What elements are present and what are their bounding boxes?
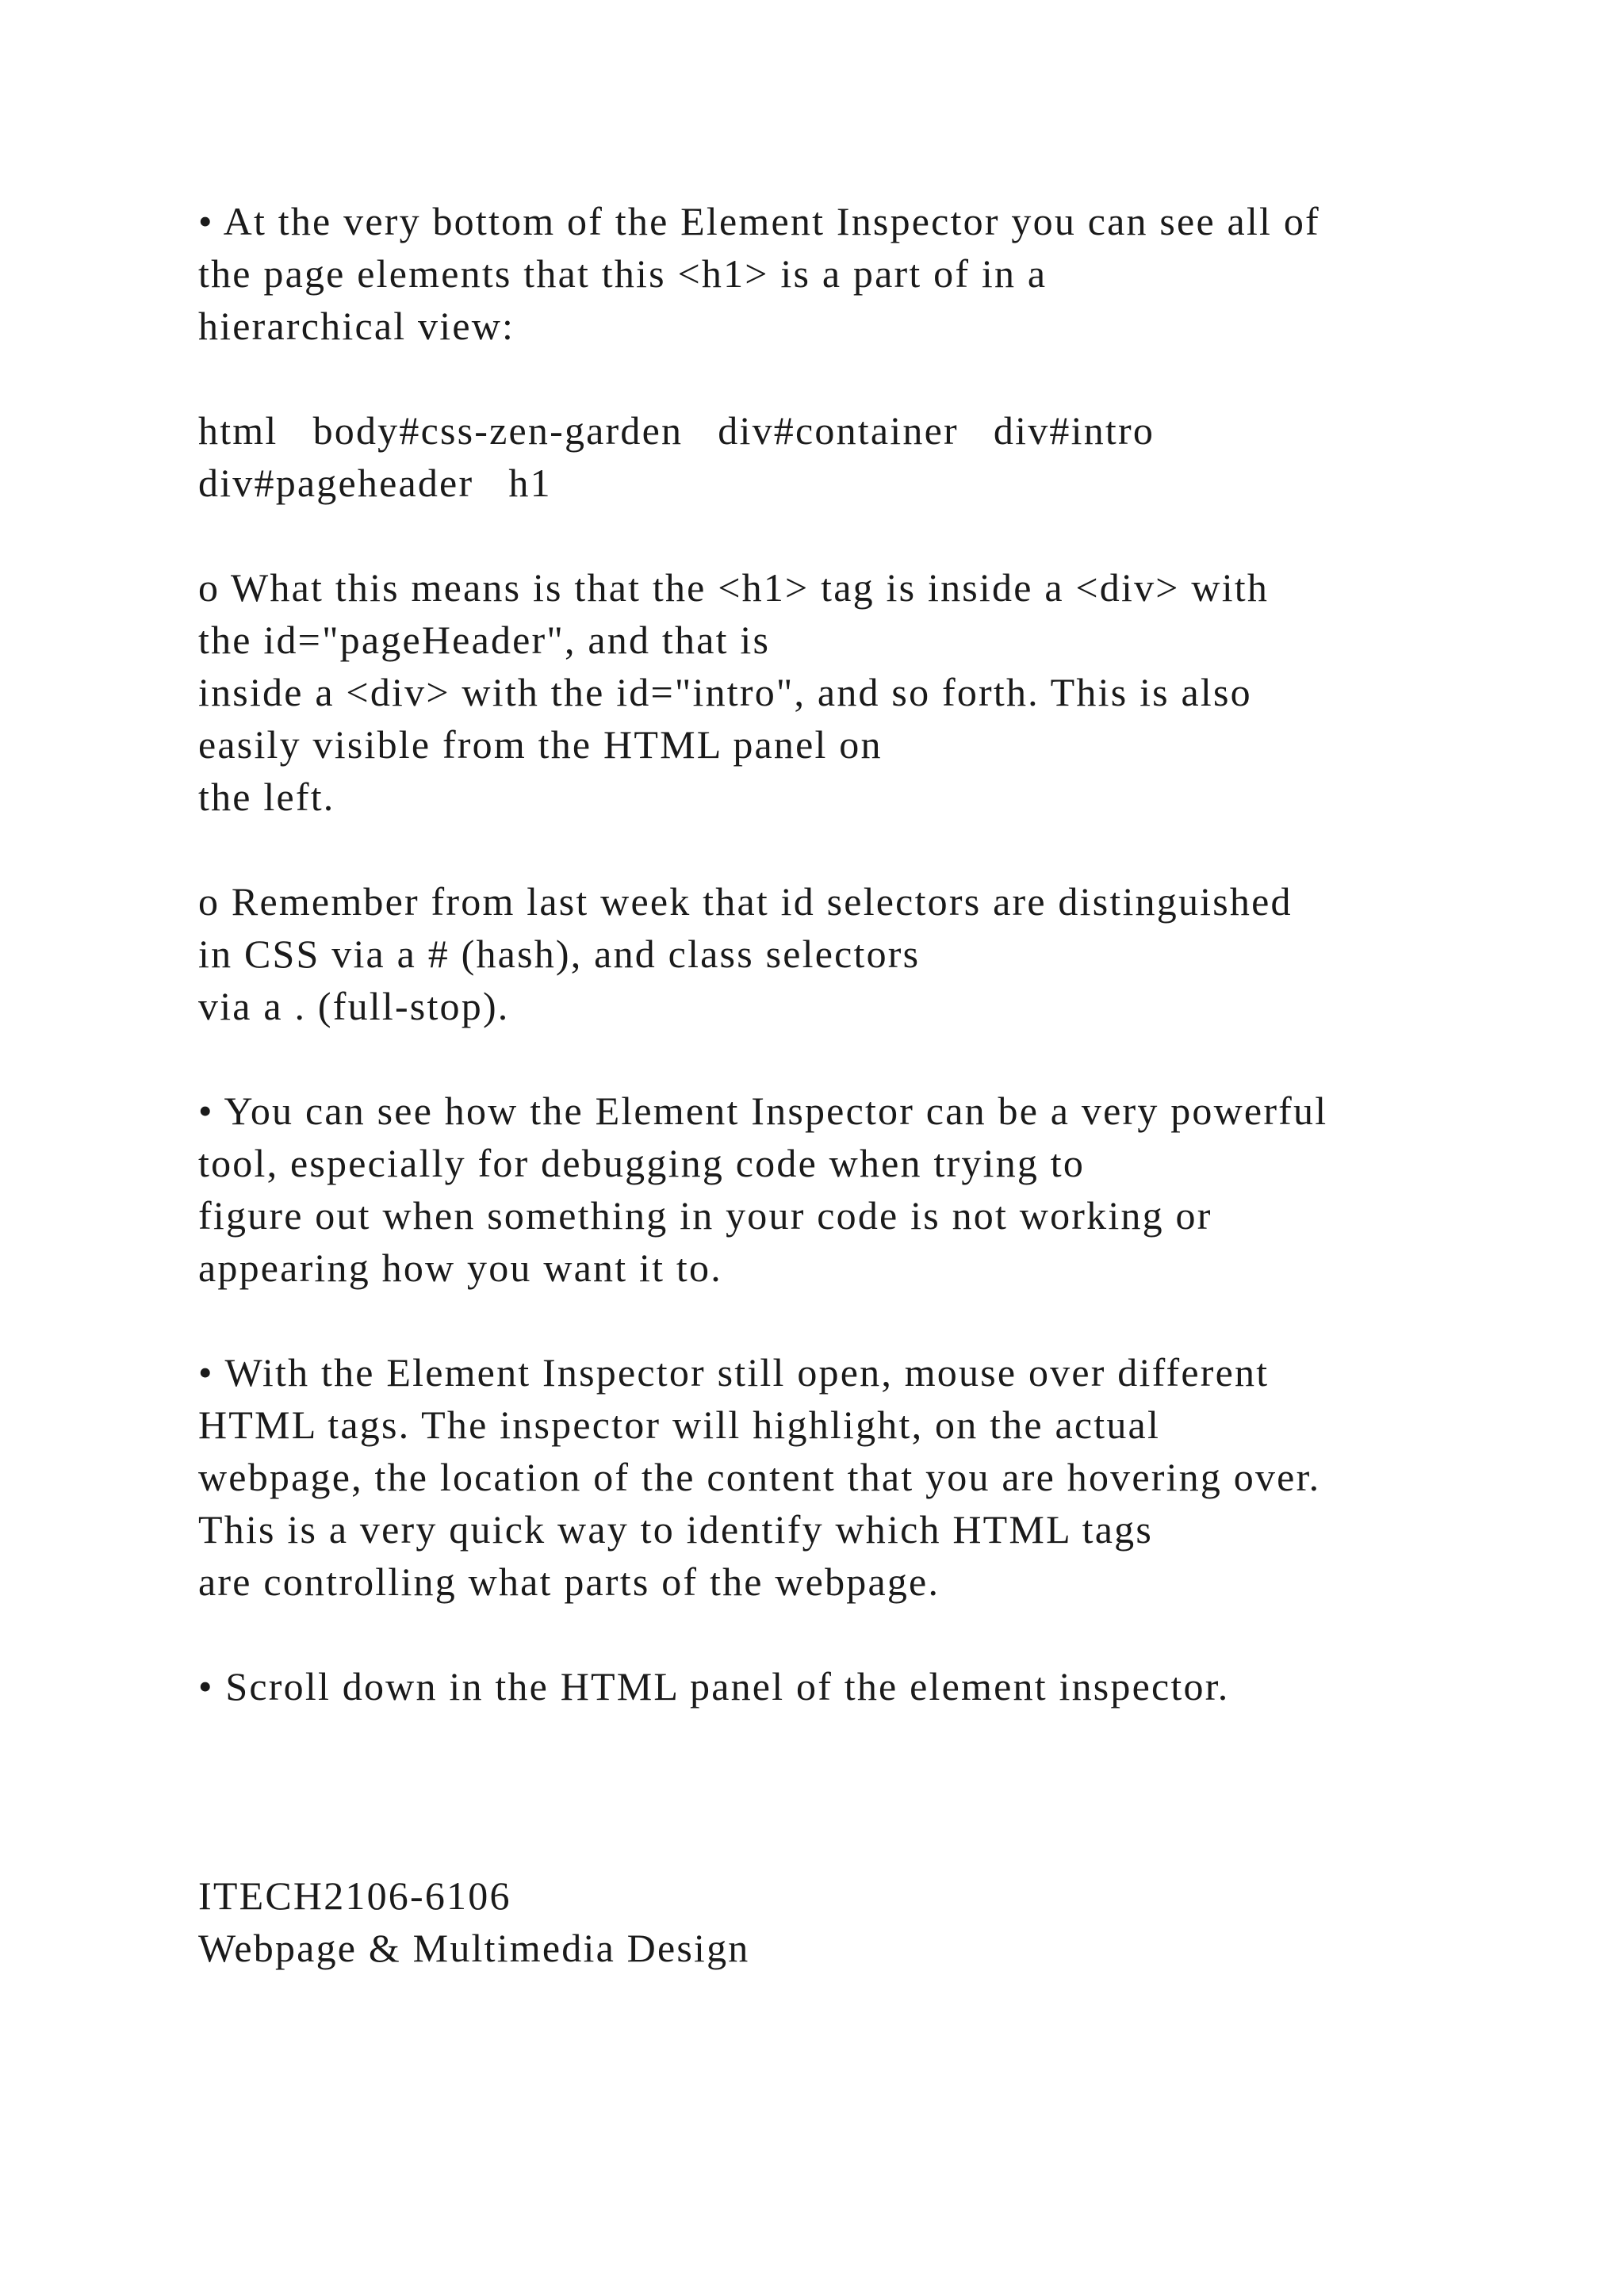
paragraph-selectors-reminder xyxy=(198,875,1546,1032)
text-line: the id="pageHeader", and that is xyxy=(198,618,771,662)
paragraph-mouse-over xyxy=(198,1346,1546,1608)
text-line: hierarchical view: xyxy=(198,304,515,348)
text-line: easily visible from the HTML panel on xyxy=(198,722,883,767)
text-line: tool, especially for debugging code when trying to xyxy=(198,1141,1086,1185)
text-line: in CSS via a # (hash), and class selectors xyxy=(198,932,921,976)
paragraph-gap xyxy=(198,823,1546,875)
text-line: inside a <div> with the id="intro", and so forth. This is also xyxy=(198,670,1252,714)
course-footer xyxy=(198,1869,1546,1974)
footer-gap xyxy=(198,1712,1546,1869)
text-line: figure out when something in your code is not working or xyxy=(198,1193,1212,1238)
text-line: the page elements that this <h1> is a part of in a xyxy=(198,251,1048,296)
paragraph-gap xyxy=(198,509,1546,561)
text-line: • Scroll down in the HTML panel of the element inspector. xyxy=(198,1664,1230,1709)
text-line: • You can see how the Element Inspector can be a very powerful xyxy=(198,1089,1328,1133)
paragraph-element-inspector-hierarchy xyxy=(198,195,1546,352)
paragraph-gap xyxy=(198,352,1546,404)
paragraph-gap xyxy=(198,1294,1546,1346)
text-line: via a . (full-stop). xyxy=(198,984,510,1028)
text-line: div#pageheader h1 xyxy=(198,461,552,505)
text-line: appearing how you want it to. xyxy=(198,1246,722,1290)
paragraph-gap xyxy=(198,1032,1546,1085)
paragraph-powerful-tool xyxy=(198,1085,1546,1294)
text-line: o Remember from last week that id selectors are distinguished xyxy=(198,879,1293,924)
course-code: ITECH2106-6106 xyxy=(198,1873,511,1918)
paragraph-scroll-down xyxy=(198,1660,1546,1712)
text-line: This is a very quick way to identify which HTML tags xyxy=(198,1507,1153,1552)
document-body xyxy=(198,195,1546,1974)
text-line: the left. xyxy=(198,775,335,819)
text-line: • With the Element Inspector still open, mouse over different xyxy=(198,1350,1270,1395)
text-line: • At the very bottom of the Element Inspector you can see all of xyxy=(198,199,1320,243)
text-line: webpage, the location of the content that you are hovering over. xyxy=(198,1455,1321,1499)
paragraph-what-this-means xyxy=(198,561,1546,823)
text-line: HTML tags. The inspector will highlight, on the actual xyxy=(198,1402,1161,1447)
paragraph-gap xyxy=(198,1608,1546,1660)
text-line: html body#css-zen-garden div#container div#intro xyxy=(198,408,1155,453)
paragraph-hierarchy-path xyxy=(198,404,1546,509)
text-line: o What this means is that the <h1> tag is inside a <div> with xyxy=(198,565,1270,610)
text-line: are controlling what parts of the webpage. xyxy=(198,1559,940,1604)
course-name: Webpage & Multimedia Design xyxy=(198,1926,750,1970)
